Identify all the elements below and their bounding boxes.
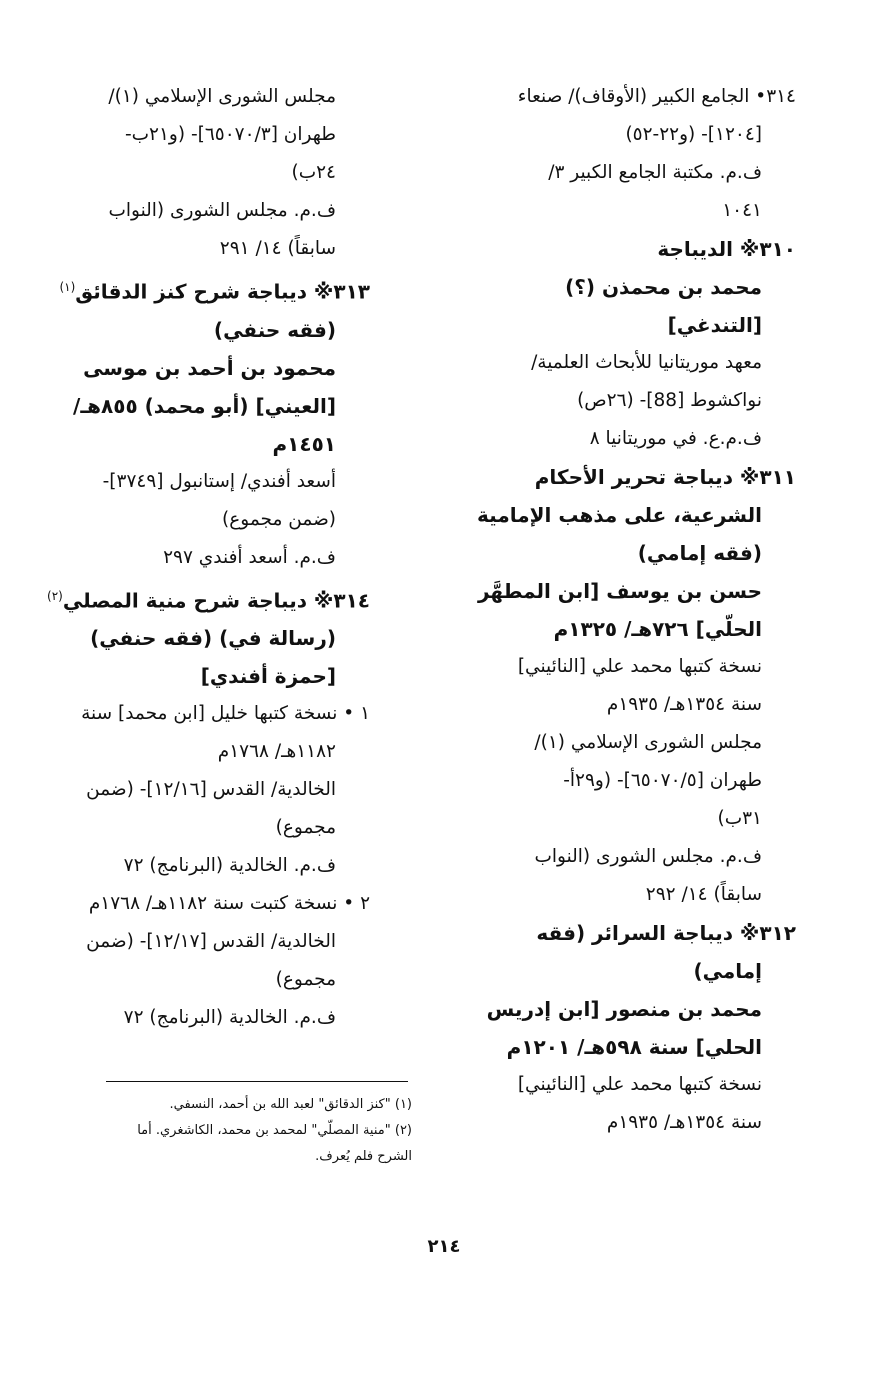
entry-line [436,420,796,458]
line-text: ٣١٢※ ديباجة السرائر (فقه [536,921,796,945]
entry-line [45,311,370,349]
line-text: ١١٨٢هـ/ ١٧٦٨م [217,741,336,763]
entry-line [436,382,796,420]
line-text: ف.م.ع. في موريتانيا ٨ [589,428,762,449]
line-text: الشرعية، على مذهب الإمامية [477,503,762,527]
entry-heading-line [436,458,796,496]
entry-heading-line [436,914,796,952]
entry-heading-line [436,78,796,116]
entry-heading-line [45,695,370,733]
entry-line [45,425,370,463]
entry-line [45,961,370,999]
line-text: [العيني] (أبو محمد) ٨٥٥هـ/ [73,393,336,418]
line-text: ١٤٥١م [272,431,336,456]
line-text: ٣١٠※ الديباجة [657,237,796,261]
entry-line [436,116,796,154]
entry-line [45,154,370,192]
footnote-marker: (١) [59,280,76,294]
line-text: محمود بن أحمد بن موسى [83,355,336,380]
entry-line [45,501,370,539]
entry-heading-line [45,885,370,923]
line-text: ف.م. مجلس الشورى (النواب [534,846,762,867]
line-text: (فقه حنفي) [213,317,336,342]
entry-line [436,876,796,914]
entry-line [45,847,370,885]
line-text: ف.م. مكتبة الجامع الكبير ٣/ [548,162,762,183]
entry-line [45,78,370,116]
line-text: ٣١ب) [717,808,762,829]
entry-line [45,999,370,1037]
line-text: مجموع) [275,969,336,991]
entry-line [436,648,796,686]
entry-heading-line [436,230,796,268]
entry-line [45,192,370,230]
line-text: ٣١١※ ديباجة تحرير الأحكام [534,465,796,489]
footnote-line: (٢) "منية المصلّي" لمحمد بن محمد، الكاشغري. أما [137,1123,412,1138]
line-text: مجلس الشورى الإسلامي (١)/ [534,732,762,753]
entry-line [45,657,370,695]
entry-line [45,923,370,961]
footnote-separator [106,1081,408,1082]
entry-line [45,619,370,657]
entry-line [45,539,370,577]
line-text: ١ • نسخة كتبها خليل [ابن محمد] سنة [81,703,370,725]
line-text: ٣١٤• الجامع الكبير (الأوقاف)/ صنعاء [517,86,796,107]
line-text: ٣١٣※ ديباجة شرح كنز الدقائق [75,279,370,304]
entry-line [436,1028,796,1066]
line-text: معهد موريتانيا للأبحاث العلمية/ [531,352,762,373]
entry-line [45,387,370,425]
line-text: سنة ١٣٥٤هـ/ ١٩٣٥م [606,1112,762,1133]
entry-line [45,230,370,268]
line-text: حسن بن يوسف [ابن المطهَّر [477,579,762,603]
line-text: ٣١٤※ ديباجة شرح منية المصلي [62,588,370,613]
footnote-line: (١) "كنز الدقائق" لعبد الله بن أحمد، النسفي. [169,1097,412,1112]
entry-line [45,116,370,154]
entry-line [436,1066,796,1104]
line-text: مجلس الشورى الإسلامي (١)/ [108,86,336,107]
footnote-line: الشرح فلم يُعرف. [315,1149,412,1164]
line-text: مجموع) [275,817,336,839]
entry-line [436,762,796,800]
entry-line [436,800,796,838]
line-text: أسعد أفندي/ إستانبول [٣٧٤٩]- [102,470,336,492]
line-text: محمد بن منصور [ابن إدريس [486,997,762,1021]
entry-line [436,572,796,610]
entry-line [45,463,370,501]
line-text: ٢٤ب) [291,162,336,183]
entry-line [436,952,796,990]
entry-line [45,771,370,809]
entry-line [436,534,796,572]
left-column [45,78,370,1037]
entry-line [436,724,796,762]
line-text: [التندغي] [667,313,762,337]
footnotes [82,1092,412,1170]
line-text: الخالدية/ القدس [١٢/١٦]- (ضمن [86,779,336,801]
entry-heading-line [45,577,370,620]
line-text: ١٠٤١ [722,200,762,221]
entry-line [436,1104,796,1142]
line-text: ف.م. مجلس الشورى (النواب [108,200,336,221]
line-text: [١٢٠٤]- (و٢٢-٥٢) [625,124,762,145]
entry-line [436,268,796,306]
entry-line [436,344,796,382]
line-text: ف.م. الخالدية (البرنامج) ٧٢ [123,1007,336,1029]
line-text: نواكشوط [88]- (٢٦ص) [577,390,762,411]
line-text: (رسالة في) (فقه حنفي) [90,626,336,651]
entry-line [436,192,796,230]
entry-line [436,990,796,1028]
entry-heading-line [45,268,370,311]
line-text: (فقه إمامي) [637,541,762,565]
line-text: طهران [٦٥٠٧٠/٣]- (و٢١ب- [124,124,336,145]
entry-line [45,733,370,771]
line-text: ٢ • نسخة كتبت سنة ١١٨٢هـ/ ١٧٦٨م [88,893,370,915]
line-text: محمد بن محمذن (؟) [565,275,762,299]
entry-line [436,154,796,192]
entry-line [436,610,796,648]
line-text: ف.م. الخالدية (البرنامج) ٧٢ [123,855,336,877]
line-text: (ضمن مجموع) [222,508,336,530]
line-text: ف.م. أسعد أفندي ٢٩٧ [163,546,336,568]
line-text: الخالدية/ القدس [١٢/١٧]- (ضمن [86,931,336,953]
line-text: طهران [٦٥٠٧٠/٥]- (و٢٩أ- [563,770,762,791]
line-text: سنة ١٣٥٤هـ/ ١٩٣٥م [606,694,762,715]
entry-line [436,686,796,724]
footnote-marker: (٢) [47,588,63,603]
right-column [436,78,796,1142]
line-text: نسخة كتبها محمد علي [النائيني] [517,656,762,677]
line-text: إمامي) [693,959,762,983]
entry-line [45,349,370,387]
entry-line [436,838,796,876]
line-text: الحلّي] ٧٢٦هـ/ ١٣٢٥م [553,617,762,641]
line-text: نسخة كتبها محمد علي [النائيني] [517,1074,762,1095]
entry-line [436,306,796,344]
line-text: الحلي] سنة ٥٩٨هـ/ ١٢٠١م [506,1035,762,1059]
page-number: ٢١٤ [427,1236,461,1257]
line-text: [حمزة أفندي] [200,664,336,689]
line-text: سابقاً) ١٤/ ٢٩١ [219,238,336,259]
entry-line [436,496,796,534]
line-text: سابقاً) ١٤/ ٢٩٢ [645,884,762,905]
entry-line [45,809,370,847]
